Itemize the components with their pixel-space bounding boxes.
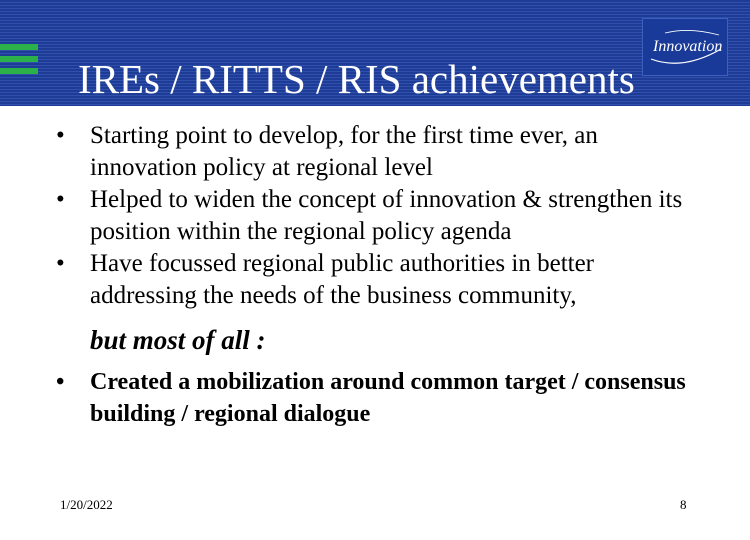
- bullet-dot: •: [56, 369, 65, 395]
- bullet-text: Have focussed regional public authorities in better addressing the needs of the business community,: [90, 250, 595, 309]
- bullet-item-final: [54, 366, 694, 430]
- slide-body: [54, 120, 694, 430]
- bullet-item: [54, 248, 694, 312]
- page-number: 8: [680, 497, 687, 512]
- bullet-dot: •: [56, 250, 65, 277]
- bullet-item: [54, 120, 694, 184]
- innovation-logo: [642, 18, 728, 76]
- bullet-text: Created a mobilization around common target / consensus building / regional dialogue: [90, 369, 686, 427]
- accent-bar: [0, 56, 38, 62]
- bullet-item: [54, 184, 694, 248]
- accent-bar: [0, 68, 38, 74]
- bullet-text: Starting point to develop, for the first time ever, an innovation policy at regional level: [90, 122, 598, 181]
- slide-title: IREs / RITTS / RIS achievements: [78, 56, 635, 102]
- logo-text: Innovation: [653, 38, 723, 55]
- accent-bar: [0, 44, 38, 50]
- bullet-dot: •: [56, 186, 65, 213]
- bullet-text: Helped to widen the concept of innovation & strengthen its position within the regional policy agenda: [90, 186, 683, 245]
- green-accent-bars: [0, 44, 38, 80]
- footer-date: 1/20/2022: [60, 497, 113, 512]
- emphasis-text: but most of all :: [90, 325, 266, 355]
- bullet-dot: •: [56, 122, 65, 149]
- slide-header: [0, 0, 750, 106]
